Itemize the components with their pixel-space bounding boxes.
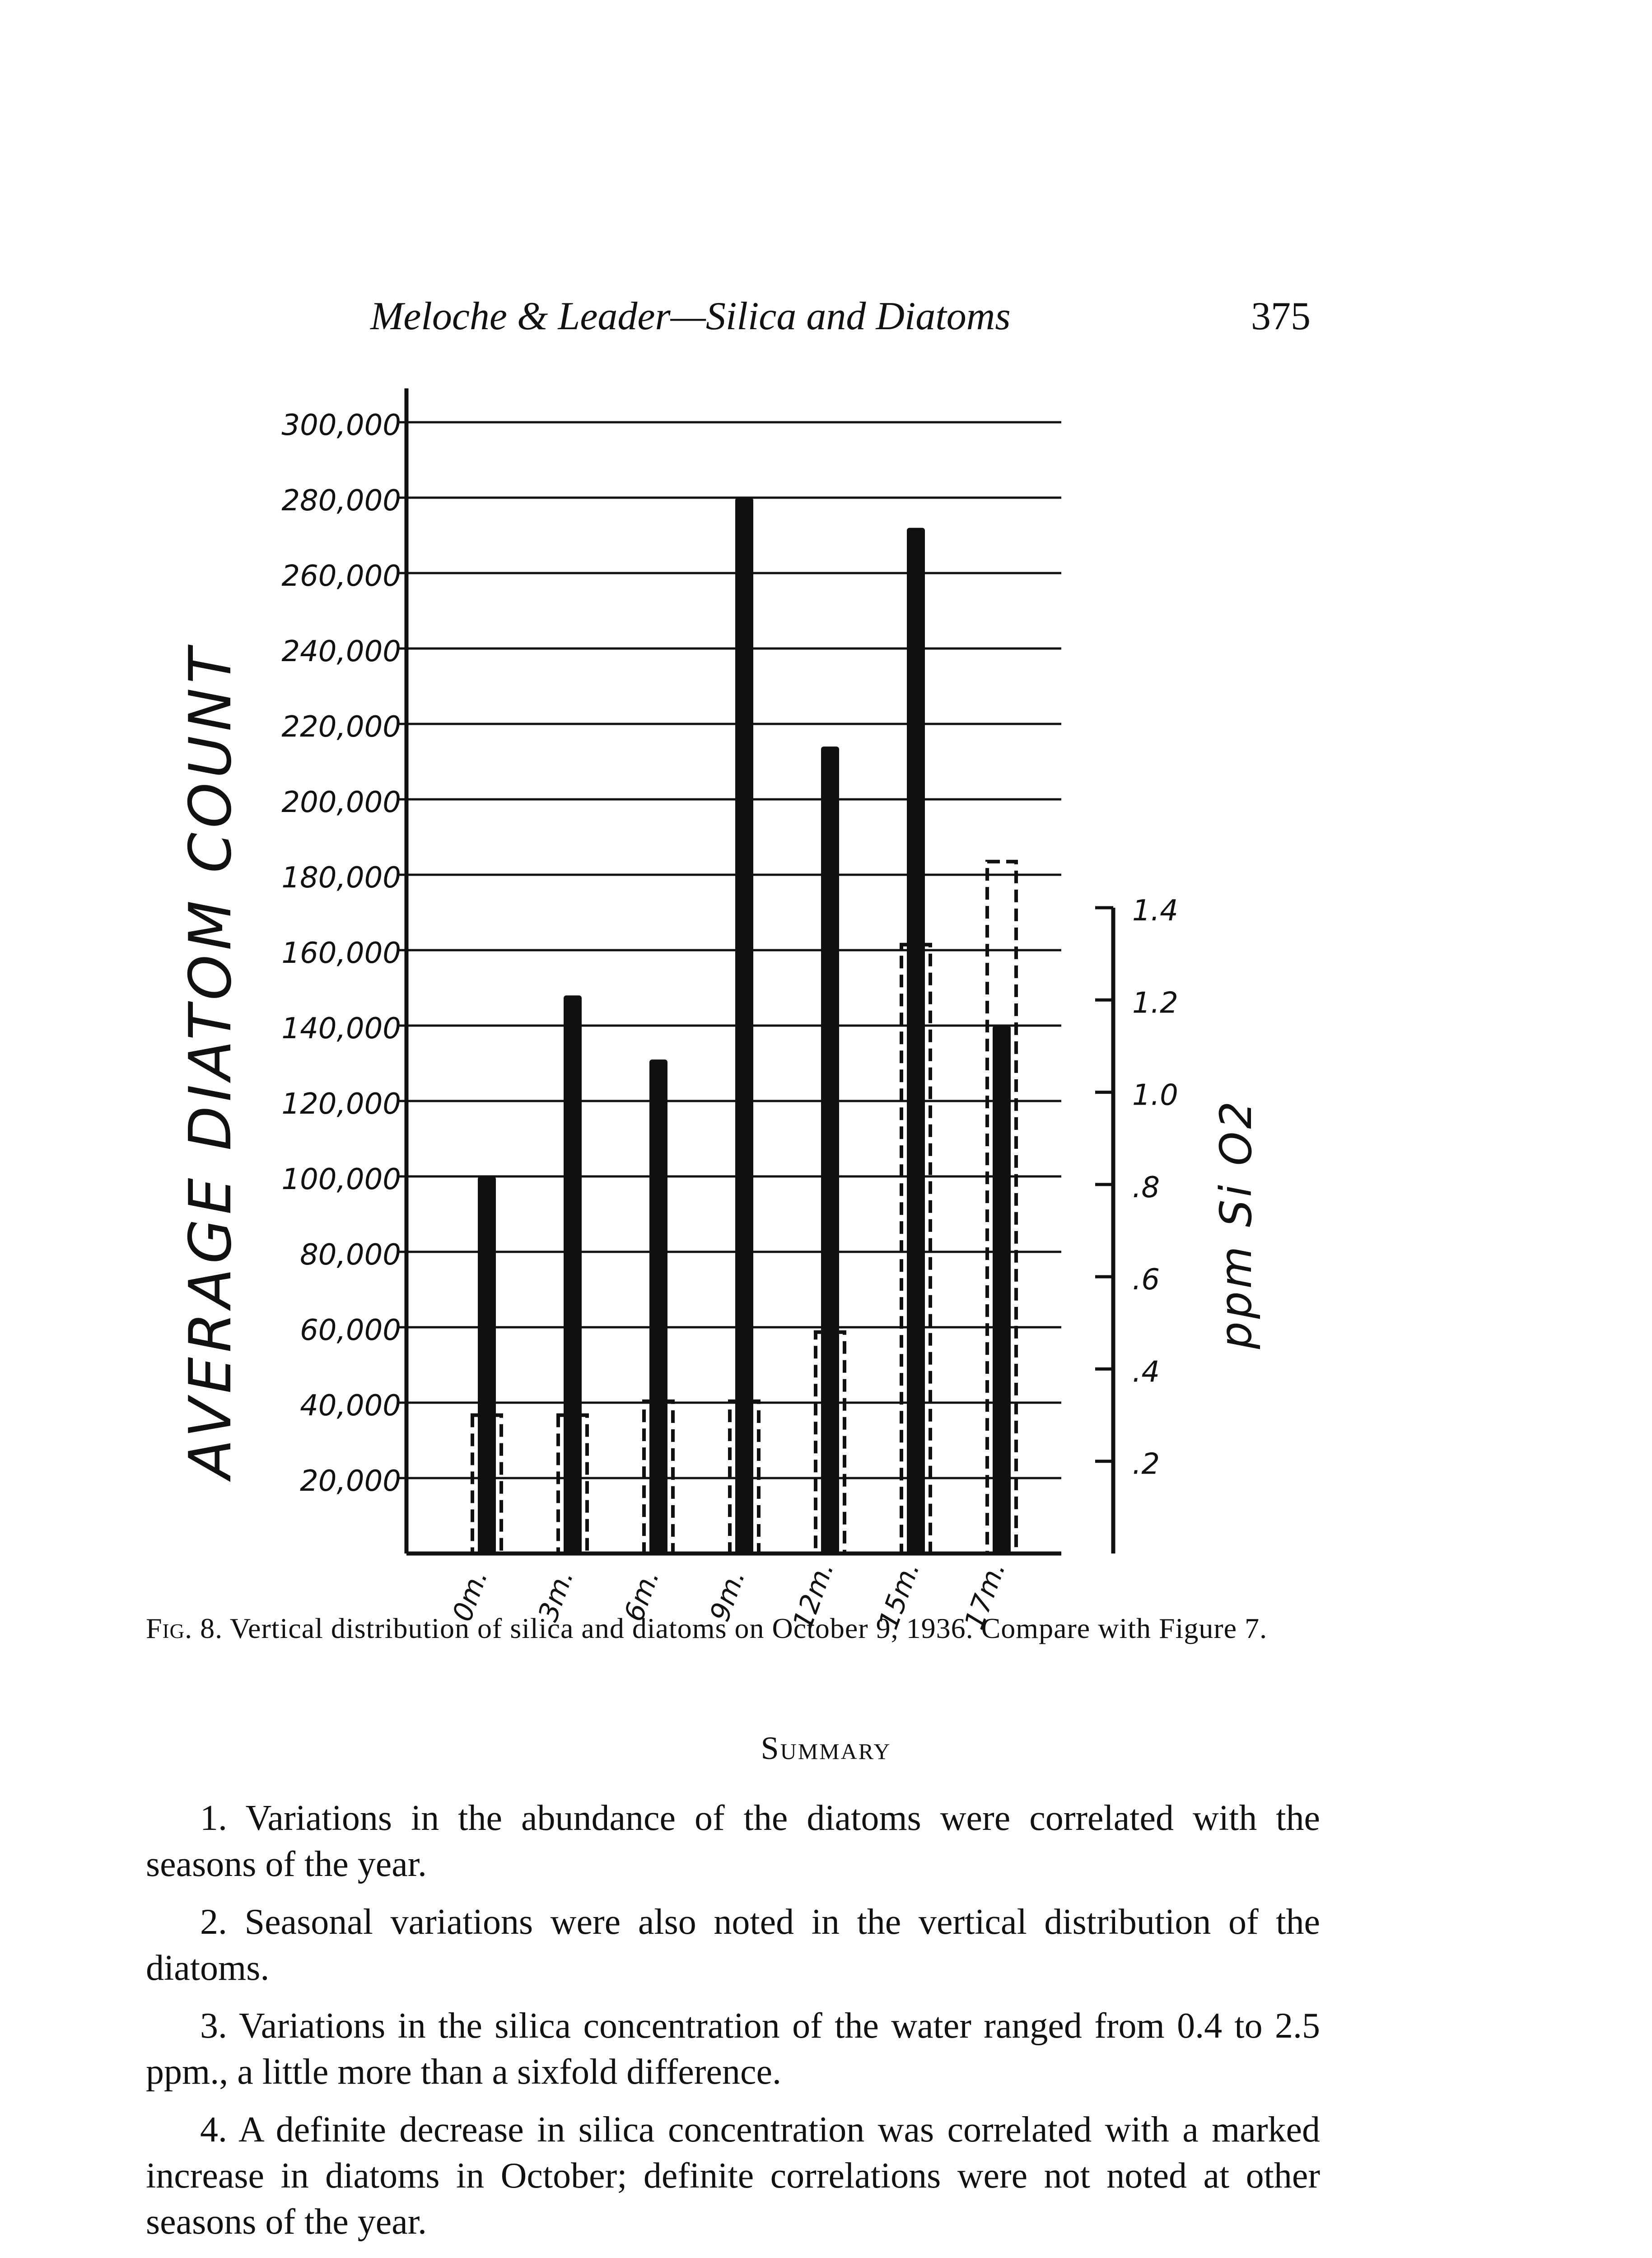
left-tick-label: 20,000 [300,1465,401,1498]
page-number: 375 [1251,294,1311,338]
summary-heading: Summary [761,1730,891,1766]
grid-layer [397,422,1061,1478]
x-tick-label: 0m. [446,1565,494,1626]
summary-item: 2. Seasonal variations were also noted in the vertical distribution of the diatoms. [146,1902,1320,1988]
running-title: Meloche & Leader—Silica and Diatoms [370,294,1011,338]
right-tick-label: .2 [1132,1447,1160,1481]
x-tick-label: 17m. [958,1557,1012,1634]
label-layer [177,409,1261,1633]
figure-caption [146,1608,1320,1649]
right-tick-label: .8 [1132,1171,1160,1204]
summary-item: 1. Variations in the abundance of the diatoms were correlated with the seasons of the year. [146,1798,1320,1884]
left-tick-label: 220,000 [281,710,401,744]
diatom-bar [907,528,925,1554]
summary-list [146,1795,1320,2257]
x-tick-label: 15m. [873,1557,926,1634]
left-tick-label: 280,000 [281,484,401,518]
diatom-bar [821,746,839,1554]
left-tick-label: 40,000 [300,1389,401,1423]
left-tick-label: 160,000 [281,937,401,970]
summary-item: 4. A definite decrease in silica concentration was correlated with a marked increase in diatoms in October; definite correlations were not noted at other seasons of the year. [146,2110,1320,2242]
left-tick-label: 180,000 [281,861,401,895]
left-tick-label: 260,000 [281,560,401,593]
diatom-bar [735,498,753,1554]
left-tick-label: 140,000 [281,1012,401,1045]
x-tick-label: 12m. [787,1557,840,1634]
right-tick-label: 1.0 [1132,1078,1178,1112]
right-tick-label: 1.2 [1132,986,1178,1020]
y2-axis-title: ppm Si O2 [1211,1098,1261,1349]
figure-label: Fig. 8. [146,1612,223,1644]
x-tick-label: 9m. [704,1565,751,1626]
right-tick-label: 1.4 [1132,894,1178,928]
right-tick-label: .6 [1132,1263,1160,1297]
x-tick-label: 3m. [532,1565,580,1626]
summary-item: 3. Variations in the silica concentration of the water ranged from 0.4 to 2.5 ppm., a little more than a sixfold difference. [146,2006,1320,2092]
left-tick-label: 120,000 [281,1087,401,1121]
diatom-bar [993,1026,1011,1554]
diatom-bar [478,1176,496,1554]
diatom-bar [649,1059,667,1554]
left-tick-label: 200,000 [281,786,401,819]
x-tick-label: 6m. [618,1565,666,1626]
diatom-bar [564,995,582,1554]
y-axis-title: AVERAGE DIATOM COUNT [177,644,244,1479]
right-tick-label: .4 [1132,1355,1160,1389]
left-tick-label: 60,000 [300,1314,401,1347]
left-tick-label: 300,000 [281,409,401,442]
left-tick-label: 240,000 [281,635,401,668]
left-tick-label: 80,000 [300,1238,401,1272]
figure-caption-text: Vertical distribution of silica and diatoms on October 9, 1936. Compare with Figure 7. [229,1612,1268,1644]
left-tick-label: 100,000 [281,1163,401,1196]
